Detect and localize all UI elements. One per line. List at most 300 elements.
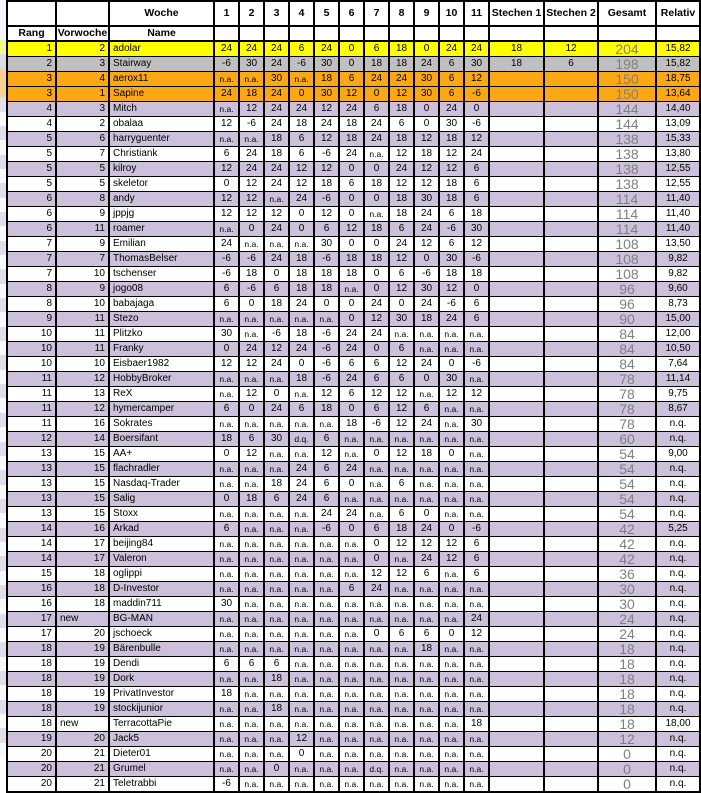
stechen1-cell[interactable] (489, 237, 544, 252)
week-8-cell[interactable]: n.a. (389, 762, 414, 777)
rang-cell[interactable]: 11 (7, 372, 56, 387)
week-6-cell[interactable]: 6 (339, 72, 364, 87)
week-6-cell[interactable]: n.a. (339, 627, 364, 642)
week-2-cell[interactable]: n.a. (239, 507, 264, 522)
header-blank-stechen1[interactable] (489, 26, 544, 41)
vorwoche-cell[interactable]: 18 (56, 567, 109, 582)
header-week-7[interactable]: 7 (364, 1, 389, 26)
week-6-cell[interactable]: 24 (339, 507, 364, 522)
name-cell[interactable]: Boersifant (109, 432, 214, 447)
week-5-cell[interactable]: 30 (314, 237, 339, 252)
week-9-cell[interactable]: n.a. (414, 777, 439, 793)
week-7-cell[interactable]: n.a. (364, 612, 389, 627)
week-10-cell[interactable]: n.a. (439, 402, 464, 417)
week-7-cell[interactable]: 0 (364, 537, 389, 552)
week-7-cell[interactable]: n.a. (364, 642, 389, 657)
week-3-cell[interactable]: 24 (264, 117, 289, 132)
stechen1-cell[interactable]: 18 (489, 41, 544, 57)
vorwoche-cell[interactable]: 16 (56, 522, 109, 537)
week-11-cell[interactable]: 6 (464, 192, 489, 207)
vorwoche-cell[interactable]: 9 (56, 207, 109, 222)
rang-cell[interactable]: 15 (7, 567, 56, 582)
week-1-cell[interactable]: n.a. (214, 507, 239, 522)
week-6-cell[interactable]: 12 (339, 222, 364, 237)
stechen1-cell[interactable] (489, 417, 544, 432)
header-blank-week[interactable] (264, 26, 289, 41)
gesamt-cell[interactable]: 24 (598, 627, 656, 642)
week-1-cell[interactable]: n.a. (214, 567, 239, 582)
week-2-cell[interactable]: 18 (239, 492, 264, 507)
week-10-cell[interactable]: 24 (439, 41, 464, 57)
week-8-cell[interactable]: n.a. (389, 612, 414, 627)
week-4-cell[interactable]: 0 (289, 357, 314, 372)
week-11-cell[interactable]: 30 (464, 222, 489, 237)
week-6-cell[interactable]: n.a. (339, 702, 364, 717)
name-cell[interactable]: roamer (109, 222, 214, 237)
week-4-cell[interactable]: n.a. (289, 552, 314, 567)
week-6-cell[interactable]: 24 (339, 462, 364, 477)
week-11-cell[interactable]: n.a. (464, 327, 489, 342)
week-3-cell[interactable]: n.a. (264, 552, 289, 567)
week-7-cell[interactable]: 6 (364, 102, 389, 117)
stechen2-cell[interactable] (544, 357, 598, 372)
week-5-cell[interactable]: 18 (314, 177, 339, 192)
stechen1-cell[interactable] (489, 342, 544, 357)
week-1-cell[interactable]: 24 (214, 41, 239, 57)
relativ-cell[interactable]: 8,73 (656, 297, 700, 312)
name-cell[interactable]: ThomasBelser (109, 252, 214, 267)
week-8-cell[interactable]: 12 (389, 567, 414, 582)
week-5-cell[interactable]: n.a. (314, 672, 339, 687)
gesamt-cell[interactable]: 0 (598, 777, 656, 793)
name-cell[interactable]: andy (109, 192, 214, 207)
rang-cell[interactable]: 11 (7, 417, 56, 432)
week-2-cell[interactable]: 12 (239, 447, 264, 462)
gesamt-cell[interactable]: 84 (598, 327, 656, 342)
stechen1-cell[interactable] (489, 642, 544, 657)
week-3-cell[interactable]: 0 (264, 762, 289, 777)
week-4-cell[interactable]: n.a. (289, 672, 314, 687)
week-4-cell[interactable]: 0 (289, 87, 314, 102)
week-4-cell[interactable]: 0 (289, 747, 314, 762)
relativ-cell[interactable]: n.q. (656, 612, 700, 627)
vorwoche-cell[interactable]: 5 (56, 177, 109, 192)
week-11-cell[interactable]: 30 (464, 417, 489, 432)
gesamt-cell[interactable]: 204 (598, 41, 656, 57)
vorwoche-cell[interactable]: 17 (56, 552, 109, 567)
rang-cell[interactable]: 17 (7, 627, 56, 642)
week-10-cell[interactable]: n.a. (439, 492, 464, 507)
week-4-cell[interactable]: n.a. (289, 537, 314, 552)
name-cell[interactable]: Emilian (109, 237, 214, 252)
week-11-cell[interactable]: 18 (464, 207, 489, 222)
week-2-cell[interactable]: 0 (239, 402, 264, 417)
week-9-cell[interactable]: n.a. (414, 747, 439, 762)
rang-cell[interactable]: 2 (7, 57, 56, 72)
week-5-cell[interactable]: n.a. (314, 537, 339, 552)
week-4-cell[interactable]: 18 (289, 117, 314, 132)
stechen2-cell[interactable] (544, 177, 598, 192)
name-cell[interactable]: tschenser (109, 267, 214, 282)
week-1-cell[interactable]: 0 (214, 447, 239, 462)
week-1-cell[interactable]: 30 (214, 327, 239, 342)
week-9-cell[interactable]: 0 (414, 372, 439, 387)
week-8-cell[interactable]: 12 (389, 177, 414, 192)
gesamt-cell[interactable]: 138 (598, 162, 656, 177)
stechen2-cell[interactable] (544, 777, 598, 793)
stechen2-cell[interactable] (544, 252, 598, 267)
week-10-cell[interactable]: n.a. (439, 327, 464, 342)
vorwoche-cell[interactable]: 4 (56, 72, 109, 87)
week-8-cell[interactable]: n.a. (389, 642, 414, 657)
week-2-cell[interactable]: n.a. (239, 372, 264, 387)
week-10-cell[interactable]: 12 (439, 552, 464, 567)
stechen2-cell[interactable] (544, 72, 598, 87)
name-cell[interactable]: TerracottaPie (109, 717, 214, 732)
vorwoche-cell[interactable]: 19 (56, 657, 109, 672)
header-blank-week[interactable] (364, 26, 389, 41)
week-9-cell[interactable]: n.a. (414, 387, 439, 402)
stechen1-cell[interactable] (489, 372, 544, 387)
week-5-cell[interactable]: n.a. (314, 552, 339, 567)
week-3-cell[interactable]: n.a. (264, 417, 289, 432)
week-3-cell[interactable]: 6 (264, 492, 289, 507)
week-5-cell[interactable]: 12 (314, 102, 339, 117)
week-7-cell[interactable]: 0 (364, 627, 389, 642)
week-3-cell[interactable]: n.a. (264, 567, 289, 582)
week-9-cell[interactable]: 30 (414, 87, 439, 102)
week-9-cell[interactable]: -6 (414, 267, 439, 282)
gesamt-cell[interactable]: 18 (598, 642, 656, 657)
rang-cell[interactable]: 5 (7, 162, 56, 177)
week-11-cell[interactable]: n.a. (464, 597, 489, 612)
stechen1-cell[interactable] (489, 177, 544, 192)
week-1-cell[interactable]: n.a. (214, 312, 239, 327)
header-blank-week[interactable] (439, 26, 464, 41)
vorwoche-cell[interactable]: 13 (56, 387, 109, 402)
gesamt-cell[interactable]: 96 (598, 282, 656, 297)
week-7-cell[interactable]: 6 (364, 41, 389, 57)
week-5-cell[interactable]: n.a. (314, 657, 339, 672)
week-4-cell[interactable]: n.a. (289, 597, 314, 612)
week-3-cell[interactable]: 18 (264, 297, 289, 312)
week-5-cell[interactable]: n.a. (314, 627, 339, 642)
week-4-cell[interactable]: n.a. (289, 72, 314, 87)
week-1-cell[interactable]: n.a. (214, 387, 239, 402)
week-1-cell[interactable]: n.a. (214, 732, 239, 747)
vorwoche-cell[interactable]: 10 (56, 357, 109, 372)
stechen2-cell[interactable]: 6 (544, 57, 598, 72)
relativ-cell[interactable]: 13,64 (656, 87, 700, 102)
name-cell[interactable]: Grumel (109, 762, 214, 777)
relativ-cell[interactable]: 9,60 (656, 282, 700, 297)
week-9-cell[interactable]: 0 (414, 252, 439, 267)
gesamt-cell[interactable]: 60 (598, 432, 656, 447)
relativ-cell[interactable]: n.q. (656, 507, 700, 522)
week-3-cell[interactable]: n.a. (264, 507, 289, 522)
rang-cell[interactable]: 20 (7, 762, 56, 777)
week-11-cell[interactable]: -6 (464, 87, 489, 102)
week-11-cell[interactable]: 0 (464, 102, 489, 117)
week-4-cell[interactable]: 0 (289, 222, 314, 237)
name-cell[interactable]: Valeron (109, 552, 214, 567)
name-cell[interactable]: Teletrabbi (109, 777, 214, 793)
rang-cell[interactable]: 13 (7, 462, 56, 477)
week-11-cell[interactable]: -6 (464, 357, 489, 372)
week-2-cell[interactable]: 0 (239, 222, 264, 237)
header-rang[interactable]: Rang (7, 26, 56, 41)
stechen1-cell[interactable] (489, 612, 544, 627)
name-cell[interactable]: oglippi (109, 567, 214, 582)
gesamt-cell[interactable]: 78 (598, 372, 656, 387)
stechen2-cell[interactable] (544, 147, 598, 162)
week-5-cell[interactable]: n.a. (314, 777, 339, 793)
gesamt-cell[interactable]: 42 (598, 537, 656, 552)
week-8-cell[interactable]: 12 (389, 357, 414, 372)
stechen2-cell[interactable] (544, 567, 598, 582)
name-cell[interactable]: Nasdaq-Trader (109, 477, 214, 492)
week-3-cell[interactable]: 6 (264, 282, 289, 297)
week-10-cell[interactable]: n.a. (439, 672, 464, 687)
gesamt-cell[interactable]: 36 (598, 567, 656, 582)
week-7-cell[interactable]: 0 (364, 342, 389, 357)
vorwoche-cell[interactable]: 17 (56, 537, 109, 552)
week-2-cell[interactable]: 12 (239, 192, 264, 207)
week-2-cell[interactable]: n.a. (239, 462, 264, 477)
name-cell[interactable]: Dieter01 (109, 747, 214, 762)
week-11-cell[interactable]: 6 (464, 297, 489, 312)
week-9-cell[interactable]: 12 (414, 237, 439, 252)
week-8-cell[interactable]: n.a. (389, 582, 414, 597)
gesamt-cell[interactable]: 144 (598, 102, 656, 117)
week-10-cell[interactable]: 18 (439, 192, 464, 207)
week-6-cell[interactable]: n.a. (339, 432, 364, 447)
week-1-cell[interactable]: -6 (214, 267, 239, 282)
rang-cell[interactable]: 18 (7, 657, 56, 672)
week-7-cell[interactable]: n.a. (364, 492, 389, 507)
week-6-cell[interactable]: n.a. (339, 612, 364, 627)
week-2-cell[interactable]: n.a. (239, 237, 264, 252)
week-8-cell[interactable]: n.a. (389, 462, 414, 477)
week-8-cell[interactable]: 12 (389, 252, 414, 267)
relativ-cell[interactable]: 9,82 (656, 267, 700, 282)
week-9-cell[interactable]: n.a. (414, 327, 439, 342)
week-4-cell[interactable]: 24 (289, 462, 314, 477)
gesamt-cell[interactable]: 78 (598, 387, 656, 402)
week-3-cell[interactable]: n.a. (264, 627, 289, 642)
week-1-cell[interactable]: n.a. (214, 222, 239, 237)
week-1-cell[interactable]: 24 (214, 237, 239, 252)
week-9-cell[interactable]: 24 (414, 57, 439, 72)
week-4-cell[interactable]: n.a. (289, 702, 314, 717)
week-9-cell[interactable]: 24 (414, 297, 439, 312)
name-cell[interactable]: Jack5 (109, 732, 214, 747)
gesamt-cell[interactable]: 18 (598, 657, 656, 672)
name-cell[interactable]: BG-MAN (109, 612, 214, 627)
header-relativ[interactable]: Relativ (656, 1, 700, 26)
week-7-cell[interactable]: n.a. (364, 657, 389, 672)
week-4-cell[interactable]: -6 (289, 57, 314, 72)
stechen1-cell[interactable] (489, 297, 544, 312)
week-4-cell[interactable]: n.a. (289, 657, 314, 672)
week-1-cell[interactable]: 12 (214, 357, 239, 372)
week-10-cell[interactable]: n.a. (439, 702, 464, 717)
name-cell[interactable]: maddin711 (109, 597, 214, 612)
gesamt-cell[interactable]: 30 (598, 597, 656, 612)
name-cell[interactable]: jppjg (109, 207, 214, 222)
week-3-cell[interactable]: 24 (264, 87, 289, 102)
week-6-cell[interactable]: 0 (339, 402, 364, 417)
vorwoche-cell[interactable]: 11 (56, 327, 109, 342)
week-8-cell[interactable]: 12 (389, 87, 414, 102)
week-1-cell[interactable]: 0 (214, 177, 239, 192)
week-4-cell[interactable]: n.a. (289, 507, 314, 522)
week-3-cell[interactable]: 24 (264, 162, 289, 177)
week-2-cell[interactable]: 18 (239, 267, 264, 282)
gesamt-cell[interactable]: 150 (598, 72, 656, 87)
week-2-cell[interactable]: 24 (239, 162, 264, 177)
week-2-cell[interactable]: n.a. (239, 717, 264, 732)
week-7-cell[interactable]: 24 (364, 297, 389, 312)
week-9-cell[interactable]: n.a. (414, 717, 439, 732)
name-cell[interactable]: kilroy (109, 162, 214, 177)
vorwoche-cell[interactable]: 15 (56, 462, 109, 477)
week-6-cell[interactable]: 12 (339, 87, 364, 102)
week-4-cell[interactable]: n.a. (289, 642, 314, 657)
week-5-cell[interactable]: -6 (314, 147, 339, 162)
header-week-1[interactable]: 1 (214, 1, 239, 26)
stechen1-cell[interactable] (489, 717, 544, 732)
name-cell[interactable]: beijing84 (109, 537, 214, 552)
name-cell[interactable]: HobbyBroker (109, 372, 214, 387)
header-week-10[interactable]: 10 (439, 1, 464, 26)
vorwoche-cell[interactable]: 2 (56, 117, 109, 132)
week-9-cell[interactable]: 18 (414, 147, 439, 162)
week-11-cell[interactable]: n.a. (464, 432, 489, 447)
week-5-cell[interactable]: 18 (314, 282, 339, 297)
week-1-cell[interactable]: n.a. (214, 552, 239, 567)
week-7-cell[interactable]: 0 (364, 162, 389, 177)
week-6-cell[interactable]: 18 (339, 132, 364, 147)
week-3-cell[interactable]: n.a. (264, 777, 289, 793)
relativ-cell[interactable]: n.q. (656, 627, 700, 642)
gesamt-cell[interactable]: 90 (598, 312, 656, 327)
week-8-cell[interactable]: n.a. (389, 597, 414, 612)
week-9-cell[interactable]: n.a. (414, 477, 439, 492)
week-6-cell[interactable]: 18 (339, 417, 364, 432)
gesamt-cell[interactable]: 114 (598, 222, 656, 237)
stechen2-cell[interactable] (544, 717, 598, 732)
week-10-cell[interactable]: n.a. (439, 477, 464, 492)
week-10-cell[interactable]: n.a. (439, 597, 464, 612)
week-9-cell[interactable]: 12 (414, 162, 439, 177)
week-6-cell[interactable]: 24 (339, 147, 364, 162)
week-8-cell[interactable]: 12 (389, 282, 414, 297)
week-6-cell[interactable]: 0 (339, 41, 364, 57)
week-10-cell[interactable]: 12 (439, 147, 464, 162)
stechen2-cell[interactable] (544, 537, 598, 552)
vorwoche-cell[interactable]: new (56, 612, 109, 627)
week-8-cell[interactable]: 6 (389, 117, 414, 132)
stechen1-cell[interactable] (489, 282, 544, 297)
week-2-cell[interactable]: -6 (239, 282, 264, 297)
relativ-cell[interactable]: 15,00 (656, 312, 700, 327)
week-7-cell[interactable]: -6 (364, 417, 389, 432)
rang-cell[interactable]: 6 (7, 222, 56, 237)
week-11-cell[interactable]: n.a. (464, 642, 489, 657)
week-3-cell[interactable]: n.a. (264, 192, 289, 207)
gesamt-cell[interactable]: 54 (598, 447, 656, 462)
week-11-cell[interactable]: n.a. (464, 732, 489, 747)
header-week-6[interactable]: 6 (339, 1, 364, 26)
week-7-cell[interactable]: n.a. (364, 777, 389, 793)
week-11-cell[interactable]: 6 (464, 162, 489, 177)
week-10-cell[interactable]: -6 (439, 222, 464, 237)
week-11-cell[interactable]: 12 (464, 72, 489, 87)
stechen1-cell[interactable] (489, 777, 544, 793)
vorwoche-cell[interactable]: 8 (56, 192, 109, 207)
rang-cell[interactable]: 13 (7, 507, 56, 522)
name-cell[interactable]: Stoxx (109, 507, 214, 522)
week-9-cell[interactable]: 24 (414, 417, 439, 432)
week-5-cell[interactable]: 6 (314, 432, 339, 447)
week-5-cell[interactable]: n.a. (314, 417, 339, 432)
header-blank-week[interactable] (464, 26, 489, 41)
relativ-cell[interactable]: 8,67 (656, 402, 700, 417)
name-cell[interactable]: jschoeck (109, 627, 214, 642)
week-4-cell[interactable]: n.a. (289, 777, 314, 793)
week-8-cell[interactable]: 18 (389, 192, 414, 207)
week-6-cell[interactable]: 18 (339, 267, 364, 282)
week-5-cell[interactable]: 0 (314, 297, 339, 312)
week-4-cell[interactable]: 24 (289, 192, 314, 207)
week-10-cell[interactable]: 12 (439, 162, 464, 177)
stechen1-cell[interactable] (489, 102, 544, 117)
week-11-cell[interactable]: n.a. (464, 762, 489, 777)
relativ-cell[interactable]: n.q. (656, 762, 700, 777)
week-7-cell[interactable]: 6 (364, 522, 389, 537)
week-5-cell[interactable]: 6 (314, 462, 339, 477)
week-1-cell[interactable]: n.a. (214, 372, 239, 387)
week-3-cell[interactable]: 24 (264, 252, 289, 267)
week-9-cell[interactable]: n.a. (414, 492, 439, 507)
relativ-cell[interactable]: 7,64 (656, 357, 700, 372)
week-7-cell[interactable]: 18 (364, 177, 389, 192)
week-4-cell[interactable]: 18 (289, 372, 314, 387)
stechen1-cell[interactable]: 18 (489, 57, 544, 72)
week-1-cell[interactable]: 6 (214, 282, 239, 297)
week-7-cell[interactable]: n.a. (364, 207, 389, 222)
rang-cell[interactable]: 14 (7, 537, 56, 552)
week-8-cell[interactable]: n.a. (389, 732, 414, 747)
header-week-5[interactable]: 5 (314, 1, 339, 26)
week-4-cell[interactable]: 18 (289, 327, 314, 342)
header-blank-week[interactable] (214, 26, 239, 41)
week-5-cell[interactable]: -6 (314, 252, 339, 267)
week-9-cell[interactable]: 12 (414, 132, 439, 147)
week-1-cell[interactable]: -6 (214, 57, 239, 72)
stechen2-cell[interactable] (544, 132, 598, 147)
relativ-cell[interactable]: n.q. (656, 702, 700, 717)
stechen2-cell[interactable] (544, 417, 598, 432)
stechen2-cell[interactable] (544, 657, 598, 672)
week-1-cell[interactable]: 6 (214, 402, 239, 417)
stechen1-cell[interactable] (489, 687, 544, 702)
header-blank-gesamt[interactable] (598, 26, 656, 41)
week-11-cell[interactable]: n.a. (464, 402, 489, 417)
week-11-cell[interactable]: 6 (464, 537, 489, 552)
week-7-cell[interactable]: 18 (364, 222, 389, 237)
